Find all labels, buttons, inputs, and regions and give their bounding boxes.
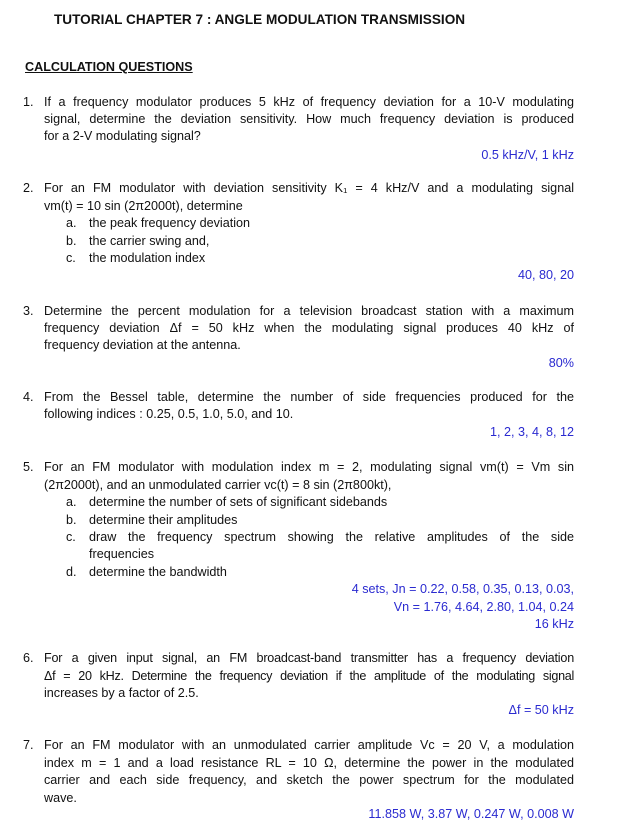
question-number: 6. [23, 651, 34, 665]
question-text: Δf = 20 kHz. Determine the frequency deviation if the amplitude of the modulating signal [44, 669, 574, 683]
item-text: frequencies [89, 547, 155, 561]
question-text: signal, determine the deviation sensitivity. How much frequency deviation is produced [44, 112, 574, 126]
item-text: draw the frequency spectrum showing the relative amplitudes of the side [89, 530, 574, 544]
item-text: the modulation index [89, 251, 206, 265]
item-letter: b. [66, 234, 77, 248]
question-text: Determine the percent modulation for a television broadcast station with a maximum [44, 304, 574, 318]
answer: 16 kHz [534, 617, 574, 631]
question-number: 7. [23, 738, 34, 752]
question-text: vm(t) = 10 sin (2π2000t), determine [44, 199, 243, 213]
item-letter: d. [66, 565, 77, 579]
question-text: increases by a factor of 2.5. [44, 686, 199, 700]
question-text: For an FM modulator with modulation index m = 2, modulating signal vm(t) = Vm sin [44, 460, 574, 474]
item-letter: c. [66, 251, 76, 265]
question-text: From the Bessel table, determine the number of side frequencies produced for the [44, 390, 574, 404]
question-number: 5. [23, 460, 34, 474]
answer: 11.858 W, 3.87 W, 0.247 W, 0.008 W [368, 807, 574, 821]
question-text: carrier and each side frequency, and sketch the power spectrum for the modulated [44, 773, 574, 787]
item-letter: a. [66, 495, 77, 509]
question-text: For an FM modulator with an unmodulated carrier amplitude Vc = 20 V, a modulation [44, 738, 574, 752]
item-letter: a. [66, 216, 77, 230]
item-text: the peak frequency deviation [89, 216, 251, 230]
item-letter: c. [66, 530, 76, 544]
question-number: 2. [23, 181, 34, 195]
item-letter: b. [66, 513, 77, 527]
answer: 0.5 kHz/V, 1 kHz [481, 148, 574, 162]
document-title: TUTORIAL CHAPTER 7 : ANGLE MODULATION TRANSMISSION [54, 12, 466, 27]
item-text: determine their amplitudes [89, 513, 238, 527]
answer: 4 sets, Jn = 0.22, 0.58, 0.35, 0.13, 0.03, [351, 582, 574, 596]
answer: 1, 2, 3, 4, 8, 12 [489, 425, 574, 439]
question-text: for a 2-V modulating signal? [44, 129, 201, 143]
item-text: determine the number of sets of significant sidebands [89, 495, 388, 509]
answer: Vn = 1.76, 4.64, 2.80, 1.04, 0.24 [393, 600, 574, 614]
question-number: 1. [23, 95, 34, 109]
answer: 40, 80, 20 [517, 268, 574, 282]
section-heading: CALCULATION QUESTIONS [25, 60, 193, 74]
question-text: (2π2000t), and an unmodulated carrier vc(t) = 8 sin (2π800kt), [44, 478, 392, 492]
item-text: the carrier swing and, [89, 234, 210, 248]
question-text: For an FM modulator with deviation sensitivity K₁ = 4 kHz/V and a modulating signal [44, 181, 574, 195]
question-text: following indices : 0.25, 0.5, 1.0, 5.0, and 10. [44, 407, 294, 421]
answer: Δf = 50 kHz [508, 703, 574, 717]
answer: 80% [548, 356, 574, 370]
question-text: For a given input signal, an FM broadcast-band transmitter has a frequency deviation [44, 651, 574, 665]
question-text: wave. [44, 791, 77, 805]
item-text: determine the bandwidth [89, 565, 227, 579]
question-text: frequency deviation at the antenna. [44, 338, 241, 352]
question-text: frequency deviation Δf = 50 kHz when the modulating signal produces 40 kHz of [44, 321, 574, 335]
question-text: index m = 1 and a load resistance RL = 10 Ω, determine the power in the modulated [44, 756, 574, 770]
question-text: If a frequency modulator produces 5 kHz of frequency deviation for a 10-V modulating [44, 95, 574, 109]
question-number: 4. [23, 390, 34, 404]
question-number: 3. [23, 304, 34, 318]
